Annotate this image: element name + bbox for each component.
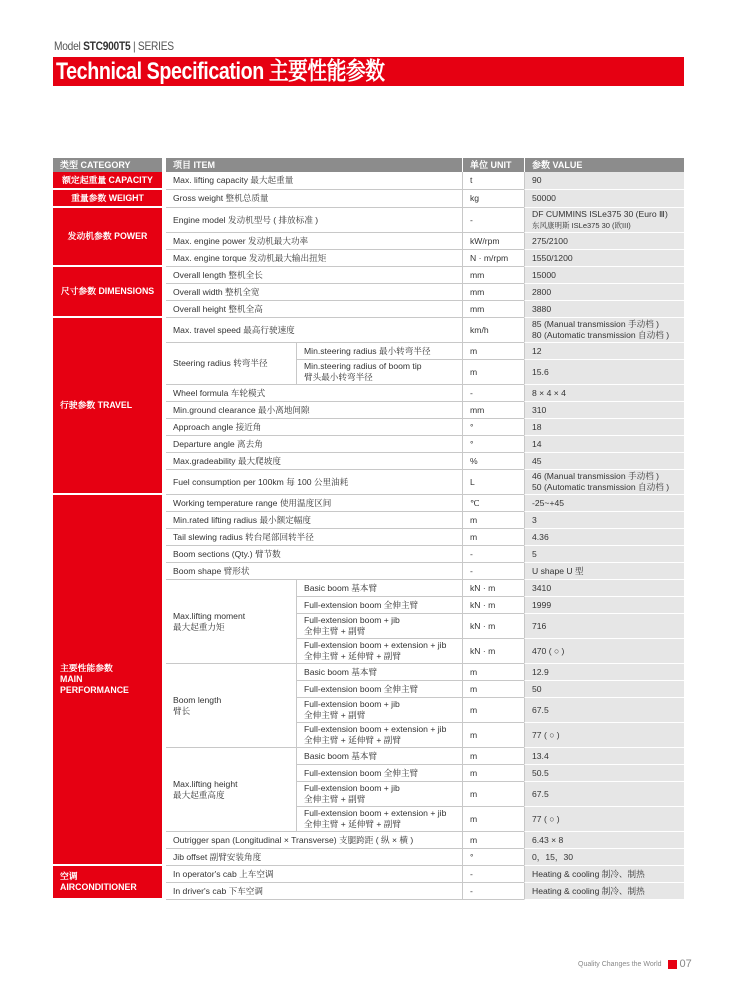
category-label-en: AIRCONDITIONER [60,882,137,892]
item-line: Max.lifting height [173,778,238,789]
unit-cell: ° [462,849,524,866]
value-line: 85 (Manual transmission 手动档 ) [532,319,660,329]
sub-item-label: Min.steering radius 最小转弯半径 [296,343,462,360]
category-weight: 重量参数 WEIGHT [53,190,166,208]
table-row [53,190,684,208]
value-cell: -25~+45 [524,495,684,512]
unit-cell: ℃ [462,495,524,512]
value-cell: 12.9 [524,664,684,681]
unit-cell: m [462,664,524,681]
sub-item-label: Basic boom 基本臂 [296,580,462,597]
sub-item-label: Basic boom 基本臂 [296,664,462,681]
page-footer [578,958,692,970]
column-header-unit: 单位 UNIT [462,158,524,172]
value-cell: 5 [524,546,684,563]
model-line [54,39,174,53]
unit-cell: t [462,172,524,190]
sub-item-line: 全伸主臂 + 副臂 [304,710,366,720]
unit-cell: - [462,546,524,563]
item-label: Approach angle 接近角 [166,419,462,436]
value-cell [524,318,684,343]
unit-cell: kg [462,190,524,208]
value-cell: 15000 [524,267,684,284]
unit-cell: m [462,782,524,807]
value-cell: 1550/1200 [524,250,684,267]
sub-item-line: Full-extension boom + jib [304,699,400,709]
value-line: 50 (Automatic transmission 自动档 ) [532,482,670,492]
value-line: 46 (Manual transmission 手动档 ) [532,471,660,481]
unit-cell: mm [462,284,524,301]
item-label: Jib offset 副臂安装角度 [166,849,462,866]
unit-cell: ° [462,436,524,453]
model-suffix: | SERIES [130,39,174,53]
value-cell: 50000 [524,190,684,208]
category-power: 发动机参数 POWER [53,208,166,267]
item-label: Overall length 整机全长 [166,267,462,284]
unit-cell: kN · m [462,580,524,597]
item-line: 最大起重高度 [173,789,225,800]
sub-item-line: Full-extension boom + extension + jib [304,724,447,734]
unit-cell: kW/rpm [462,233,524,250]
value-cell: 67.5 [524,782,684,807]
unit-cell: L [462,470,524,495]
value-cell: 275/2100 [524,233,684,250]
value-cell: 3 [524,512,684,529]
sub-item-line: Min.steering radius of boom tip [304,361,422,371]
item-line: 臂长 [173,705,191,716]
sub-item-label: Full-extension boom 全伸主臂 [296,681,462,698]
value-cell: Heating & cooling 制冷、制热 [524,866,684,883]
item-label: Max. engine power 发动机最大功率 [166,233,462,250]
value-cell: 18 [524,419,684,436]
category-airconditioner [53,866,166,900]
value-cell: 716 [524,614,684,639]
column-header-value: 参数 VALUE [524,158,684,172]
table-row [53,208,684,233]
category-travel: 行驶参数 TRAVEL [53,318,166,495]
sub-item-label [296,723,462,748]
item-label: In operator's cab 上车空调 [166,866,462,883]
unit-cell: m [462,343,524,360]
value-cell: 13.4 [524,748,684,765]
unit-cell: m [462,512,524,529]
spec-table [53,158,684,900]
sub-item-label: Full-extension boom 全伸主臂 [296,765,462,782]
sub-item-line: Full-extension boom + jib [304,615,400,625]
unit-cell: m [462,807,524,832]
item-label: Engine model 发动机型号 ( 排放标准 ) [166,208,462,233]
unit-cell: m [462,698,524,723]
sub-item-line: 全伸主臂 + 副臂 [304,794,366,804]
item-label: Boom shape 臂形状 [166,563,462,580]
item-label: In driver's cab 下车空调 [166,883,462,900]
item-label: Departure angle 离去角 [166,436,462,453]
unit-cell: m [462,529,524,546]
unit-cell: ° [462,419,524,436]
item-label: Steering radius 转弯半径 [166,343,296,385]
item-label: Working temperature range 使用温度区间 [166,495,462,512]
value-cell: 1999 [524,597,684,614]
value-cell: 2800 [524,284,684,301]
value-cell: 0，15，30 [524,849,684,866]
page-title: Technical Specification 主要性能参数 [56,58,385,85]
sub-item-line: Full-extension boom + jib [304,783,400,793]
value-cell: 6.43 × 8 [524,832,684,849]
sub-item-line: 臂头最小转弯半径 [304,372,373,382]
value-cell: Heating & cooling 制冷、制热 [524,883,684,900]
value-cell: 45 [524,453,684,470]
sub-item-line: 全伸主臂 + 延伸臂 + 副臂 [304,819,401,829]
table-header-row [53,158,684,172]
sub-item-line: 全伸主臂 + 延伸臂 + 副臂 [304,735,401,745]
item-label: Max. travel speed 最高行驶速度 [166,318,462,343]
unit-cell: kN · m [462,639,524,664]
item-label: Max. lifting capacity 最大起重量 [166,172,462,190]
value-cell: 4.36 [524,529,684,546]
unit-cell: - [462,385,524,402]
unit-cell: - [462,208,524,233]
unit-cell: % [462,453,524,470]
item-label: Tail slewing radius 转台尾部回转半径 [166,529,462,546]
value-cell: 14 [524,436,684,453]
value-cell: U shape U 型 [524,563,684,580]
value-cell: 50 [524,681,684,698]
unit-cell: - [462,883,524,900]
model-name: STC900T5 [83,39,131,53]
value-cell: 3880 [524,301,684,318]
value-cell: 310 [524,402,684,419]
value-cell: 50.5 [524,765,684,782]
table-row [53,318,684,343]
item-label: Fuel consumption per 100km 每 100 公里油耗 [166,470,462,495]
unit-cell: mm [462,267,524,284]
item-line: Boom length [173,694,222,705]
unit-cell: N · m/rpm [462,250,524,267]
table-row [53,866,684,883]
footer-slogan: Quality Changes the World [578,960,662,968]
unit-cell: m [462,360,524,385]
sub-item-line: Full-extension boom + extension + jib [304,808,447,818]
category-label-cn: 空调 [60,871,78,881]
value-cell: 15.6 [524,360,684,385]
sub-item-label: Full-extension boom 全伸主臂 [296,597,462,614]
item-label: Min.rated lifting radius 最小额定幅度 [166,512,462,529]
category-label-en: MAIN [60,674,83,684]
red-square-icon [668,960,677,969]
value-cell: 12 [524,343,684,360]
page-number: 07 [679,958,692,970]
sub-item-label [296,360,462,385]
unit-cell: mm [462,402,524,419]
item-label: Overall height 整机全高 [166,301,462,318]
sub-item-line: 全伸主臂 + 延伸臂 + 副臂 [304,651,401,661]
value-line: 东风康明斯 ISLe375 30 (欧III) [532,221,631,230]
unit-cell: m [462,723,524,748]
unit-cell: - [462,563,524,580]
value-cell [524,470,684,495]
value-cell: 470 ( ○ ) [524,639,684,664]
table-row [53,495,684,512]
table-row [53,172,684,190]
sub-item-label [296,614,462,639]
column-header-item: 项目 ITEM [166,158,462,172]
title-bar [53,57,684,86]
item-label: Wheel formula 车轮模式 [166,385,462,402]
unit-cell: m [462,765,524,782]
item-line: 最大起重力矩 [173,621,225,632]
unit-cell: - [462,866,524,883]
sub-item-label [296,782,462,807]
item-label: Outrigger span (Longitudinal × Transverse) 支腿跨距 ( 纵 × 横 ) [166,832,462,849]
unit-cell: kN · m [462,614,524,639]
unit-cell: mm [462,301,524,318]
item-label: Max.gradeability 最大爬坡度 [166,453,462,470]
item-label: Max. engine torque 发动机最大输出扭矩 [166,250,462,267]
item-label: Min.ground clearance 最小离地间隙 [166,402,462,419]
value-line: 80 (Automatic transmission 自动档 ) [532,330,670,340]
value-cell: 90 [524,172,684,190]
value-cell: 77 ( ○ ) [524,807,684,832]
sub-item-label [296,807,462,832]
sub-item-label [296,639,462,664]
item-label: Boom sections (Qty.) 臂节数 [166,546,462,563]
sub-item-label: Basic boom 基本臂 [296,748,462,765]
item-line: Max.lifting moment [173,610,246,621]
unit-cell: m [462,748,524,765]
item-label: Overall width 整机全宽 [166,284,462,301]
category-label-en: PERFORMANCE [60,685,129,695]
category-dimensions: 尺寸参数 DIMENSIONS [53,267,166,318]
category-capacity: 额定起重量 CAPACITY [53,172,166,190]
unit-cell: km/h [462,318,524,343]
sub-item-line: Full-extension boom + extension + jib [304,640,447,650]
category-label-cn: 主要性能参数 [60,663,113,673]
model-prefix: Model [54,39,84,53]
unit-cell: m [462,681,524,698]
category-main-performance [53,495,166,866]
value-cell [524,208,684,233]
value-cell: 8 × 4 × 4 [524,385,684,402]
unit-cell: kN · m [462,597,524,614]
table-row [53,267,684,284]
item-label [166,580,296,664]
item-label: Gross weight 整机总质量 [166,190,462,208]
value-cell: 77 ( ○ ) [524,723,684,748]
value-cell: 3410 [524,580,684,597]
value-line: DF CUMMINS ISLe375 30 (Euro Ⅲ) [532,209,668,219]
sub-item-label [296,698,462,723]
sub-item-line: 全伸主臂 + 副臂 [304,626,366,636]
unit-cell: m [462,832,524,849]
column-header-category: 类型 CATEGORY [53,158,166,172]
value-cell: 67.5 [524,698,684,723]
item-label [166,748,296,832]
item-label [166,664,296,748]
